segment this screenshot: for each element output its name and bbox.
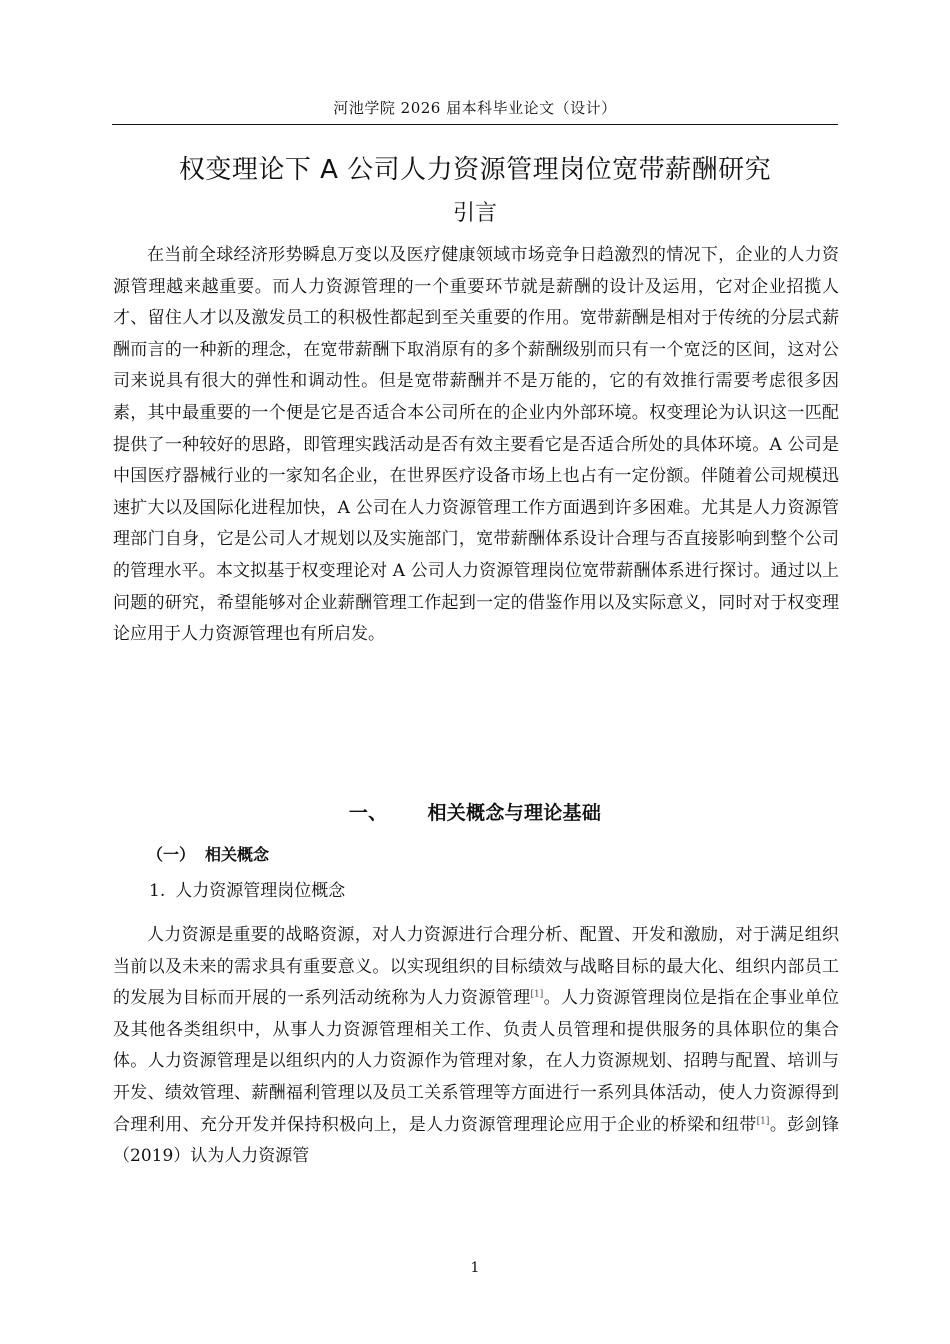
item-title: 人力资源管理岗位概念 — [175, 881, 346, 901]
section-number: 一、 — [348, 802, 388, 824]
subsection-heading — [147, 842, 269, 868]
paper-title: 权变理论下 A 公司人力资源管理岗位宽带薪酬研究 — [178, 155, 772, 185]
intro-heading: 引言 — [452, 201, 497, 226]
running-header: 河池学院 2026 届本科毕业论文（设计） — [333, 99, 617, 117]
citation-marker[interactable]: [1] — [756, 1115, 770, 1126]
section-title: 相关概念与理论基础 — [427, 802, 602, 824]
subsection-number: （一） — [147, 845, 196, 864]
citation-marker[interactable]: [1] — [530, 989, 544, 1000]
item-number: 1. — [149, 881, 166, 901]
paragraph-text-part3: 。彭剑锋（2019）认为人力资源管 — [113, 1114, 840, 1167]
paragraph-text-part2: 。人力资源管理岗位是指在企事业单位及其他各类组织中，从事人力资源管理相关工作、负责人员管理和提供服务的具体职位的集合体。人力资源管理是以组织内的人力资源作为管理对象，在人力资源规划、招聘与配置、培训与开发、绩效管理、薪酬福利管理以及员工关系管理等方面进行一系列具体活动，使人力资源得到合理利用、充分开发并保持积极向上，是人力资源管理理论应用于企业的桥梁和纽带 — [113, 988, 840, 1135]
header-divider — [112, 124, 838, 125]
subsection-title: 相关概念 — [205, 845, 270, 864]
body-paragraph — [113, 920, 839, 1173]
item-heading — [149, 877, 345, 905]
paragraph-text-part1: 人力资源是重要的战略资源，对人力资源进行合理分析、配置、开发和激励，对于满足组织当前以及未来的需求具有重要意义。以实现组织的目标绩效与战略目标的最大化、组织内部员工的发展为目标而开展的一系列活动统称为人力资源管理 — [113, 925, 839, 1009]
page-number: 1 — [470, 1260, 480, 1276]
section-heading — [112, 798, 838, 828]
intro-paragraph: 在当前全球经济形势瞬息万变以及医疗健康领域市场竞争日趋激烈的情况下，企业的人力资源管理越来越重要。而人力资源管理的一个重要环节就是薪酬的设计及运用，它对企业招揽人才、留住人才以及激发员工的积极性都起到至关重要的作用。宽带薪酬是相对于传统的分层式薪酬而言的一种新的理念，在宽带薪酬下取消原有的多个薪酬级别而只有一个宽泛的区间，这对公司来说具有很大的弹性和调动性。但是宽带薪酬并不是万能的，它的有效推行需要考虑很多因素，其中最重要的一个便是它是否适合本公司所在的企业内外部环境。权变理论为认识这一匹配提供了一种较好的思路，即管理实践活动是否有效主要看它是否适合所处的具体环境。A 公司是中国医疗器械行业的一家知名企业，在世界医疗设备市场上也占有一定份额。伴随着公司规模迅速扩大以及国际化进程加快，A 公司在人力资源管理工作方面遇到许多困难。尤其是人力资源管理部门自身，它是公司人才规划以及实施部门，宽带薪酬体系设计合理与否直接影响到整个公司的管理水平。本文拟基于权变理论对 A 公司人力资源管理岗位宽带薪酬体系进行探讨。通过以上问题的研究，希望能够对企业薪酬管理工作起到一定的借鉴作用以及实际意义，同时对于权变理论应用于人力资源管理也有所启发。 — [113, 245, 839, 645]
